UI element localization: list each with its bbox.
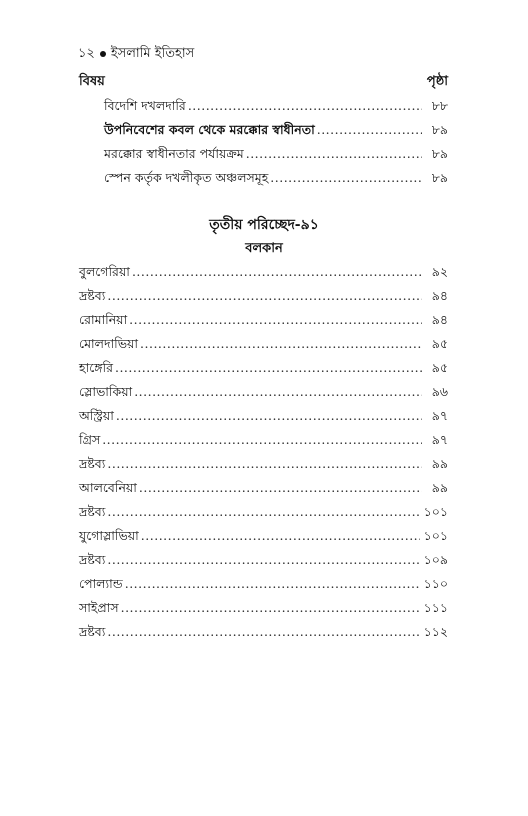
dot-leader (115, 356, 422, 380)
toc-entry-label: রোমানিয়া (79, 312, 128, 327)
toc-column-headers (79, 73, 448, 91)
dot-leader (132, 260, 422, 284)
toc-entry (79, 500, 448, 524)
toc-entry (79, 452, 448, 476)
toc-entry (79, 596, 448, 620)
toc-entry (79, 380, 448, 404)
toc-entry-label: সাইপ্রাস (79, 600, 119, 615)
upper-toc-list (79, 94, 448, 190)
toc-entry-page: ৯২ (431, 264, 448, 279)
toc-entry-label: মরক্কোর স্বাধীনতার পর্যায়ক্রম (104, 146, 244, 161)
chapter-subtitle: বলকান (245, 241, 283, 256)
toc-entry-page: ১১১ (423, 600, 448, 615)
toc-entry-page: ১১০ (423, 576, 448, 591)
toc-entry (79, 142, 448, 166)
toc-entry-page: ৯৫ (431, 336, 448, 351)
dot-leader (102, 428, 422, 452)
dot-leader (141, 524, 420, 548)
dot-leader (107, 548, 419, 572)
toc-entry-page: ৮৯ (431, 170, 448, 185)
toc-entry-label: হাঙ্গেরি (79, 360, 113, 375)
dot-leader (140, 332, 422, 356)
chapter-title: তৃতীয় পরিচ্ছেদ-৯১ (209, 217, 319, 233)
toc-entry-label: পোল্যান্ড (79, 576, 123, 591)
toc-entry-page: ৮৮ (431, 98, 448, 113)
header-book-title: ইসলামি ইতিহাস (110, 46, 195, 61)
toc-entry-label: দ্রষ্টব্য (79, 624, 106, 639)
dot-leader (107, 500, 419, 524)
toc-entry-label: স্লোভাকিয়া (79, 384, 133, 399)
toc-entry-label: দ্রষ্টব্য (79, 504, 106, 519)
toc-entry-page: ৯৯ (431, 456, 448, 471)
dot-leader (107, 284, 422, 308)
toc-entry (79, 94, 448, 118)
toc-entry-page: ১১২ (423, 624, 448, 639)
toc-entry (79, 356, 448, 380)
toc-entry-page: ৮৯ (431, 122, 448, 137)
toc-entry (79, 476, 448, 500)
subject-column-header: বিষয় (79, 74, 105, 89)
header-page-number: ১২ (78, 46, 95, 61)
toc-entry-page: ৯৪ (431, 312, 448, 327)
toc-entry-label: দ্রষ্টব্য (79, 288, 106, 303)
dot-leader (188, 94, 422, 118)
toc-entry (79, 332, 448, 356)
toc-entry-label: বিদেশি দখলদারি (104, 98, 186, 113)
toc-entry-page: ৯৬ (431, 384, 448, 399)
toc-entry (79, 260, 448, 284)
toc-entry-label: আলবেনিয়া (79, 480, 137, 495)
dot-leader (317, 118, 422, 142)
dot-leader (121, 596, 420, 620)
toc-entry-page: ৯৭ (431, 408, 448, 423)
toc-entry (79, 548, 448, 572)
toc-entry-page: ৯৫ (431, 360, 448, 375)
toc-entry-label: উপনিবেশের কবল থেকে মরক্কোর স্বাধীনতা (104, 122, 315, 137)
toc-entry-label: মোলদাভিয়া (79, 336, 139, 351)
toc-entry (79, 308, 448, 332)
toc-entry-label: স্পেন কর্তৃক দখলীকৃত অঞ্চলসমূহ (104, 170, 269, 185)
toc-entry-label: বুলগেরিয়া (79, 264, 130, 279)
toc-entry-label: যুগোস্লাভিয়া (79, 528, 139, 543)
dot-leader (129, 308, 422, 332)
dot-leader (125, 572, 420, 596)
toc-entry (79, 620, 448, 644)
toc-entry-page: ১০৯ (423, 552, 448, 567)
toc-entry-label: দ্রষ্টব্য (79, 456, 106, 471)
toc-entry-label: দ্রষ্টব্য (79, 552, 106, 567)
toc-entry (79, 572, 448, 596)
dot-leader (116, 404, 422, 428)
toc-entry-page: ১০১ (423, 528, 448, 543)
toc-entry (79, 118, 448, 142)
toc-entry-label: গ্রিস (79, 432, 101, 447)
toc-entry (79, 166, 448, 190)
dot-leader (107, 620, 419, 644)
dot-leader (134, 380, 422, 404)
toc-entry-page: ৯৭ (431, 432, 448, 447)
toc-entry-page: ৮৯ (431, 146, 448, 161)
dot-leader (270, 166, 422, 190)
toc-entry-page: ১০১ (423, 504, 448, 519)
dot-leader (246, 142, 422, 166)
bullet-icon (100, 51, 106, 57)
toc-entry-label: অস্ট্রিয়া (79, 408, 114, 423)
running-header (78, 46, 194, 62)
page-column-header: পৃষ্ঠা (426, 74, 448, 89)
toc-entry (79, 284, 448, 308)
dot-leader (107, 452, 422, 476)
toc-entry (79, 524, 448, 548)
toc-entry-page: ৯৪ (431, 288, 448, 303)
toc-entry (79, 428, 448, 452)
toc-entry-page: ৯৯ (431, 480, 448, 495)
lower-toc-list (79, 260, 448, 644)
dot-leader (139, 476, 422, 500)
toc-entry (79, 404, 448, 428)
